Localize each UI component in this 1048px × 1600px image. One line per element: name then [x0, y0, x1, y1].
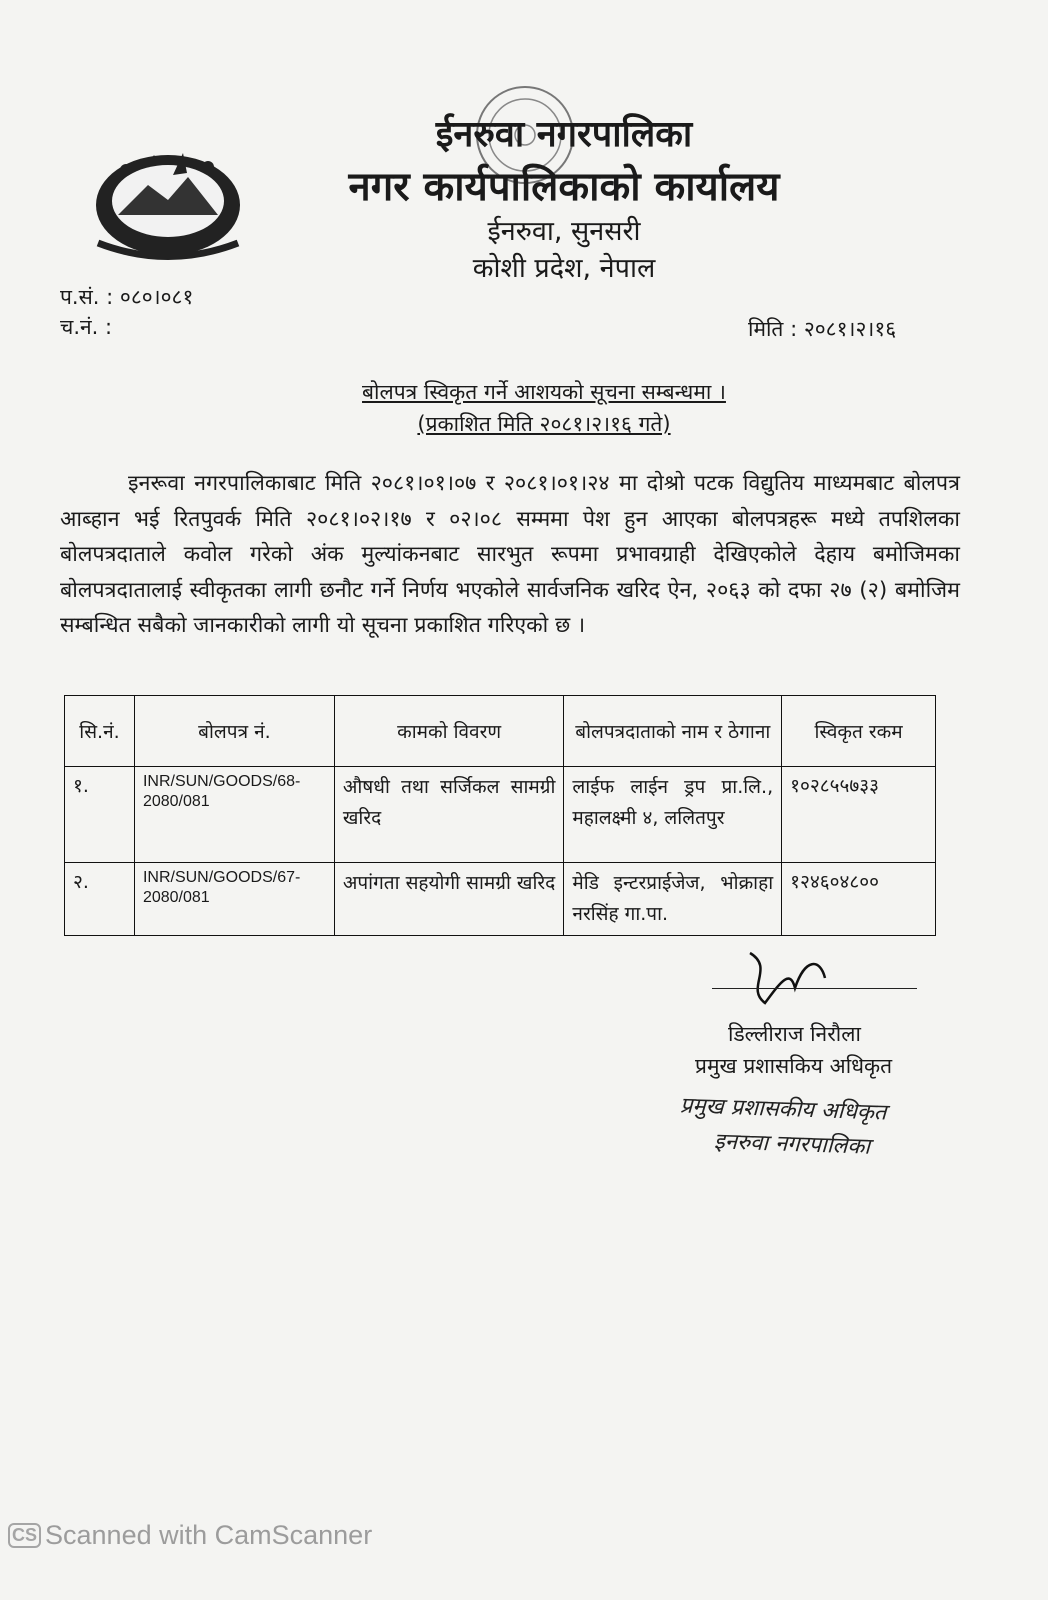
- signatory-name: डिल्लीराज निरौला: [728, 1022, 861, 1046]
- cell-sn: १.: [65, 767, 135, 863]
- cell-bid-no: INR/SUN/GOODS/68-2080/081: [134, 767, 334, 863]
- subject-published-date: (प्रकाशित मिति २०८१।२।१६ गते): [417, 412, 671, 436]
- watermark-text: Scanned with CamScanner: [45, 1520, 373, 1550]
- office-name: नगर कार्यपालिकाको कार्यालय: [348, 164, 780, 210]
- cell-amount: १२४६०४८००: [782, 863, 936, 936]
- stamp-role: प्रमुख प्रशासकीय अधिकृत: [679, 1093, 887, 1126]
- bid-table: [64, 695, 936, 936]
- table-row: [65, 767, 936, 863]
- notice-body: इनरूवा नगरपालिकाबाट मिति २०८१।०१।०७ र २०८१।०१।२४ मा दोश्रो पटक विद्युतिय माध्यमबाट बोलपत्र आब्हान भई रितपुवर्क मिति २०८१।०२।१७ र ०२।०८ सम्ममा पेश हुन आएका बोलपत्रहरू मध्ये तपशिलका बोलपत्रदाताले कवोल गरेको अंक मुल्यांकनबाट सारभुत रूपमा प्रभावग्राही देखिएकोले देहाय बमोजिमका बोलपत्रदातालाई स्वीकृतका लागी छनौट गर्ने निर्णय भएकोले सार्वजनिक खरिद ऐन, २०६३ को दफा २७ (२) बमोजिम सम्बन्धित सबैको जानकारीको लागी यो सूचना प्रकाशित गरिएको छ ।: [60, 471, 960, 638]
- subject-title: बोलपत्र स्विकृत गर्ने आशयको सूचना सम्बन्धमा ।: [362, 380, 726, 404]
- table-row: [65, 863, 936, 936]
- cell-description: अपांगता सहयोगी सामग्री खरिद: [334, 863, 564, 936]
- province-country: कोशी प्रदेश, नेपाल: [472, 253, 656, 284]
- col-header-description: कामको विवरण: [334, 696, 564, 767]
- col-header-sn: सि.नं.: [65, 696, 135, 767]
- col-header-bidder: बोलपत्रदाताको नाम र ठेगाना: [564, 696, 782, 767]
- office-address: ईनरुवा, सुनसरी: [487, 216, 641, 247]
- cell-bidder: लाईफ लाईन ड्रप प्रा.लि., महालक्ष्मी ४, ललितपुर: [564, 767, 782, 863]
- signature-mark: [735, 948, 845, 1008]
- cell-bidder: मेडि इन्टरप्राईजेज, भोक्राहा नरसिंह गा.पा.: [564, 863, 782, 936]
- camscanner-watermark: [8, 1520, 372, 1551]
- letter-number: प.सं. : ०८०।०८१: [60, 285, 194, 309]
- cell-bid-no: INR/SUN/GOODS/67-2080/081: [134, 863, 334, 936]
- stamp-office: इनरुवा नगरपालिका: [713, 1129, 871, 1160]
- cell-sn: २.: [65, 863, 135, 936]
- col-header-bid-no: बोलपत्र नं.: [134, 696, 334, 767]
- cell-description: औषधी तथा सर्जिकल सामग्री खरिद: [334, 767, 564, 863]
- table-header-row: [65, 696, 936, 767]
- dispatch-number: च.नं. :: [60, 315, 113, 339]
- signature-line: [712, 988, 917, 989]
- cell-amount: १०२८५५७३३: [782, 767, 936, 863]
- municipality-name: ईनरुवा नगरपालिका: [435, 114, 693, 155]
- col-header-amount: स्विकृत रकम: [782, 696, 936, 767]
- signatory-role: प्रमुख प्रशासकिय अधिकृत: [695, 1054, 893, 1078]
- camscanner-logo-icon: CS: [8, 1523, 41, 1548]
- letter-date: मिति : २०८१।२।१६: [748, 317, 897, 341]
